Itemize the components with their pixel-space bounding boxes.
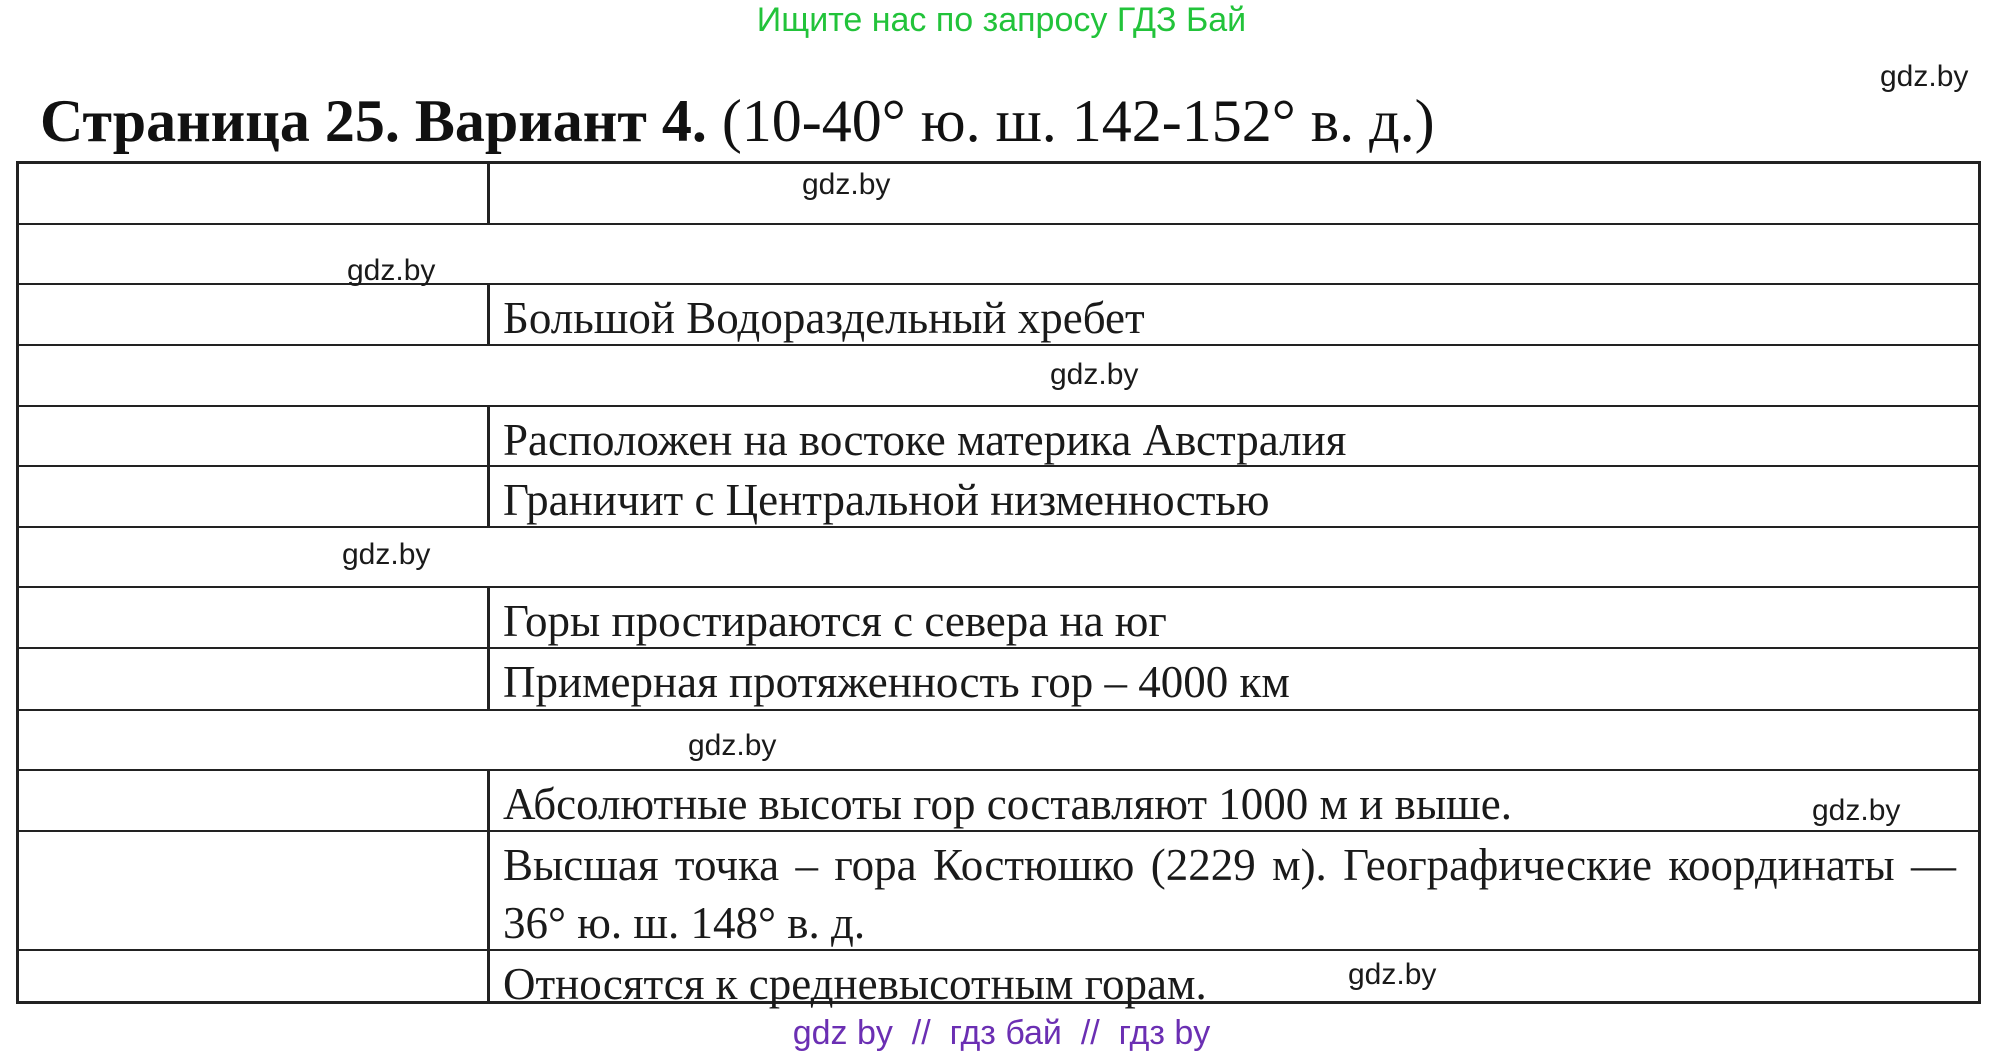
table-cell-left (19, 467, 490, 526)
watermark: gdz.by (802, 168, 891, 201)
watermark: gdz.by (1880, 60, 1969, 93)
table-cell-left (19, 285, 490, 344)
table-cell-right: Расположен на востоке материка Австралия (503, 415, 1347, 465)
table-cell-right (503, 164, 1956, 223)
table-cell-left (19, 771, 490, 830)
table-row (19, 649, 1978, 711)
table-row (19, 588, 1978, 649)
table-cell-right: Большой Водораздельный хребет (503, 293, 1145, 343)
watermark: gdz.by (1348, 958, 1437, 991)
table-cell-right: Относятся к средневысотным горам. (503, 959, 1207, 1009)
table-row (19, 832, 1978, 951)
table-row (19, 285, 1978, 346)
table-cell-right: Горы простираются с севера на юг (503, 596, 1167, 646)
page-title-coordinates: (10-40° ю. ш. 142-152° в. д.) (721, 88, 1435, 154)
table-cell-left (19, 407, 490, 465)
bottom-banner: gdz by // гдз бай // гдз by (792, 1014, 1211, 1052)
table-cell-left (19, 164, 490, 223)
table-row (19, 407, 1978, 467)
table-cell-right: Высшая точка – гора Костюшко (2229 м). Географические координаты — 36° ю. ш. 148° в. д. (503, 840, 1956, 948)
table-cell-right: Абсолютные высоты гор составляют 1000 м и выше. (503, 779, 1512, 829)
table-row (19, 771, 1978, 832)
table-cell-left (19, 832, 490, 949)
answer-table (16, 161, 1981, 1009)
top-banner: Ищите нас по запросу ГДЗ Бай (756, 1, 1247, 39)
watermark: gdz.by (1812, 794, 1901, 827)
table-row-merged (19, 225, 1978, 285)
table-cell-right: Граничит с Центральной низменностью (503, 475, 1270, 525)
watermark: gdz.by (347, 254, 436, 287)
table-row-merged (19, 346, 1978, 407)
page-title-main: Страница 25. Вариант 4. (40, 88, 707, 154)
table-cell-right: Примерная протяженность гор – 4000 км (503, 657, 1290, 707)
watermark: gdz.by (1050, 358, 1139, 391)
table-row-merged (19, 711, 1978, 771)
page-title (40, 86, 1435, 156)
table-row (19, 467, 1978, 528)
watermark: gdz.by (688, 729, 777, 762)
table-row (19, 951, 1978, 1009)
table-row-merged (19, 528, 1978, 588)
table-cell-left (19, 951, 490, 1001)
watermark: gdz.by (342, 538, 431, 571)
table-row (19, 164, 1978, 225)
table-cell-left (19, 649, 490, 709)
table-cell-left (19, 588, 490, 647)
